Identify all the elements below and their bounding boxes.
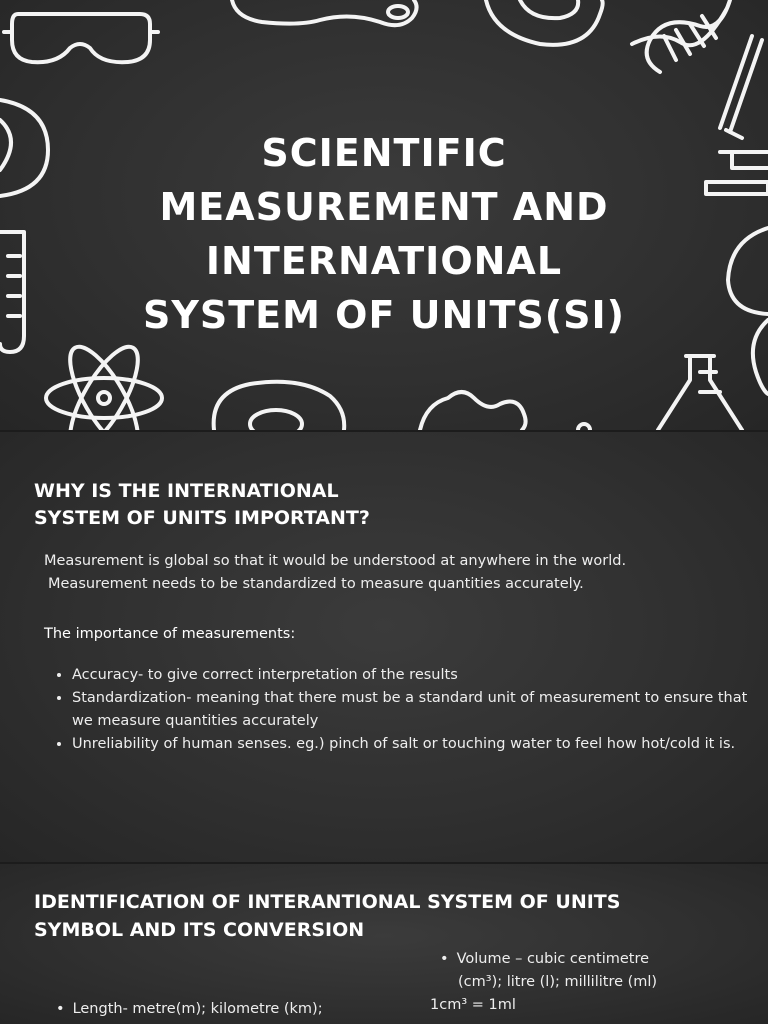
intro-paragraph [44,550,734,596]
length-item: • Length- metre(m); kilometre (km); [56,998,323,1021]
volume-item [430,948,740,1017]
title-line: MEASUREMENT AND [159,185,609,229]
list-item: • Standardization- meaning that there must be a standard unit of measurement to ensure that we measure quantities accurately [72,687,762,733]
list-item: • Unreliability of human senses. eg.) pinch of salt or touching water to feel how hot/cold it is. [72,733,762,756]
heading-line: WHY IS THE INTERNATIONAL [34,480,339,502]
slide-heading [34,888,734,944]
cell-top-icon [486,0,603,45]
slide-title [100,126,668,342]
goggles-icon [4,14,158,62]
paragraph-line: Measurement is global so that it would be understood at anywhere in the world. [44,553,627,569]
volume-line: (cm³); litre (l); millilitre (ml) [458,974,658,990]
atom-icon [46,338,162,430]
title-line: SYSTEM OF UNITS(SI) [143,293,625,337]
amoeba-icon [420,392,590,430]
dna-icon [632,0,730,72]
cell-icon [214,382,345,430]
title-slide [0,0,768,430]
volume-line: • Volume – cubic centimetre [440,948,740,971]
leaf-icon [0,100,48,196]
slide-heading [34,478,370,532]
flask-icon [658,356,742,430]
heading-line: SYSTEM OF UNITS IMPORTANT? [34,507,370,529]
heading-line: IDENTIFICATION OF INTERANTIONAL SYSTEM OF UNITS [34,891,621,913]
title-line: INTERNATIONAL [205,239,563,283]
bacteria-icon [232,0,417,25]
seed-icon [728,228,768,394]
microscope-icon [706,36,768,194]
subheading: The importance of measurements: [44,626,296,642]
heading-line: SYMBOL AND ITS CONVERSION [34,919,365,941]
test-tube-icon [0,232,24,352]
paragraph-line: Measurement needs to be standardized to measure quantities accurately. [48,576,584,592]
si-units-slide [0,864,768,1024]
title-line: SCIENTIFIC [261,131,507,175]
volume-conversion: 1cm³ = 1ml [430,997,516,1013]
importance-list [54,664,762,756]
list-item: • Accuracy- to give correct interpretation of the results [72,664,762,687]
importance-slide [0,432,768,862]
